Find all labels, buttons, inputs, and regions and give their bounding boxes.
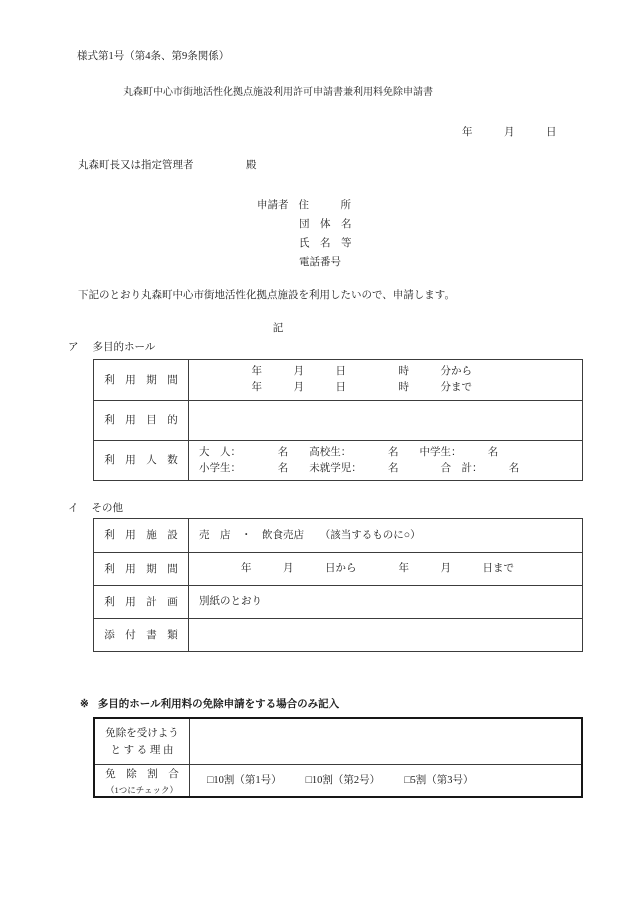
- row-value: [190, 719, 581, 764]
- row-label: 利 用 計 画: [94, 586, 189, 618]
- row-label: 利 用 期 間: [94, 553, 189, 585]
- row-label: 利 用 期 間: [94, 360, 189, 400]
- table-row-attendance: [94, 440, 582, 480]
- addressee: 丸森町長又は指定管理者 殿: [78, 160, 257, 171]
- row-value: 別紙のとおり: [199, 596, 262, 607]
- value-line: 年 月 日 時 分から: [199, 366, 472, 377]
- checkbox-option-1: □10割（第1号）: [207, 774, 282, 786]
- table-row-exemption-reason: [95, 719, 581, 764]
- applicant-field-organization: 団 体 名: [299, 219, 352, 230]
- form-number: 様式第1号（第4条、第9条関係）: [77, 51, 230, 62]
- row-label: 利 用 人 数: [94, 441, 189, 480]
- applicant-field-phone: 電話番号: [299, 257, 341, 268]
- table-row-attachments: [94, 618, 582, 651]
- checkbox-option-3: □5割（第3号）: [404, 774, 474, 786]
- date-line: 年 月 日: [462, 127, 557, 138]
- table-row-usage-period: [94, 360, 582, 400]
- section-a-heading: [68, 341, 155, 354]
- row-value: [189, 441, 582, 480]
- label-line: と す る 理 由: [110, 744, 174, 756]
- record-heading: 記: [272, 323, 284, 334]
- section-b-mark: イ: [68, 503, 79, 514]
- row-label: 利 用 施 設: [94, 519, 189, 552]
- section-b-heading: [68, 502, 123, 515]
- section-a-label: 多目的ホール: [92, 342, 156, 353]
- value-line: 小学生： 名 未就学児： 名 合 計： 名: [199, 462, 520, 474]
- label-line: 免除を受けよう: [105, 727, 179, 739]
- checkbox-option-2: □10割（第2号）: [305, 774, 381, 786]
- row-label: 添 付 書 類: [94, 619, 189, 651]
- row-value: [190, 765, 581, 796]
- multipurpose-hall-table: [93, 359, 583, 481]
- exemption-note-text: 多目的ホール利用料の免除申請をする場合のみ記入: [97, 699, 340, 710]
- applicant-block: [257, 199, 352, 275]
- row-value: [189, 360, 582, 400]
- applicant-prefix: 申請者: [257, 200, 289, 211]
- value-line: 年 月 日 時 分まで: [199, 382, 472, 393]
- table-row-plan: [94, 585, 582, 618]
- exemption-table: [93, 717, 583, 798]
- applicant-field-name: 氏 名 等: [299, 238, 352, 249]
- exemption-note-mark: ※: [80, 699, 89, 710]
- checkbox-options: [207, 773, 581, 789]
- section-b-label: その他: [91, 503, 123, 514]
- row-value: [189, 619, 582, 651]
- intro-text: 下記のとおり丸森町中心市街地活性化拠点施設を利用したいので、申請します。: [78, 290, 455, 301]
- document-title: 丸森町中心市街地活性化拠点施設利用許可申請書兼利用料免除申請書: [123, 87, 433, 98]
- label-line: 免 除 割 合: [105, 768, 179, 780]
- applicant-line: [257, 199, 352, 218]
- other-facilities-table: [93, 518, 583, 652]
- row-label: [95, 765, 190, 796]
- table-row-period: [94, 552, 582, 585]
- table-row-facility: [94, 519, 582, 552]
- section-a-mark: ア: [68, 342, 79, 353]
- table-row-exemption-ratio: [95, 764, 581, 796]
- row-label: [95, 719, 190, 764]
- row-value: [189, 401, 582, 440]
- value-line: 大 人： 名 高校生： 名 中学生： 名: [199, 446, 499, 458]
- table-row-usage-purpose: [94, 400, 582, 440]
- applicant-field-address: 住 所: [298, 200, 351, 211]
- row-value: 年 月 日から 年 月 日まで: [199, 563, 514, 574]
- exemption-note: [80, 698, 339, 711]
- row-value: 売 店 ・ 飲食売店 （該当するものに○）: [199, 529, 421, 541]
- row-label: 利 用 目 的: [94, 401, 189, 440]
- label-subline: （1つにチェック）: [106, 784, 178, 795]
